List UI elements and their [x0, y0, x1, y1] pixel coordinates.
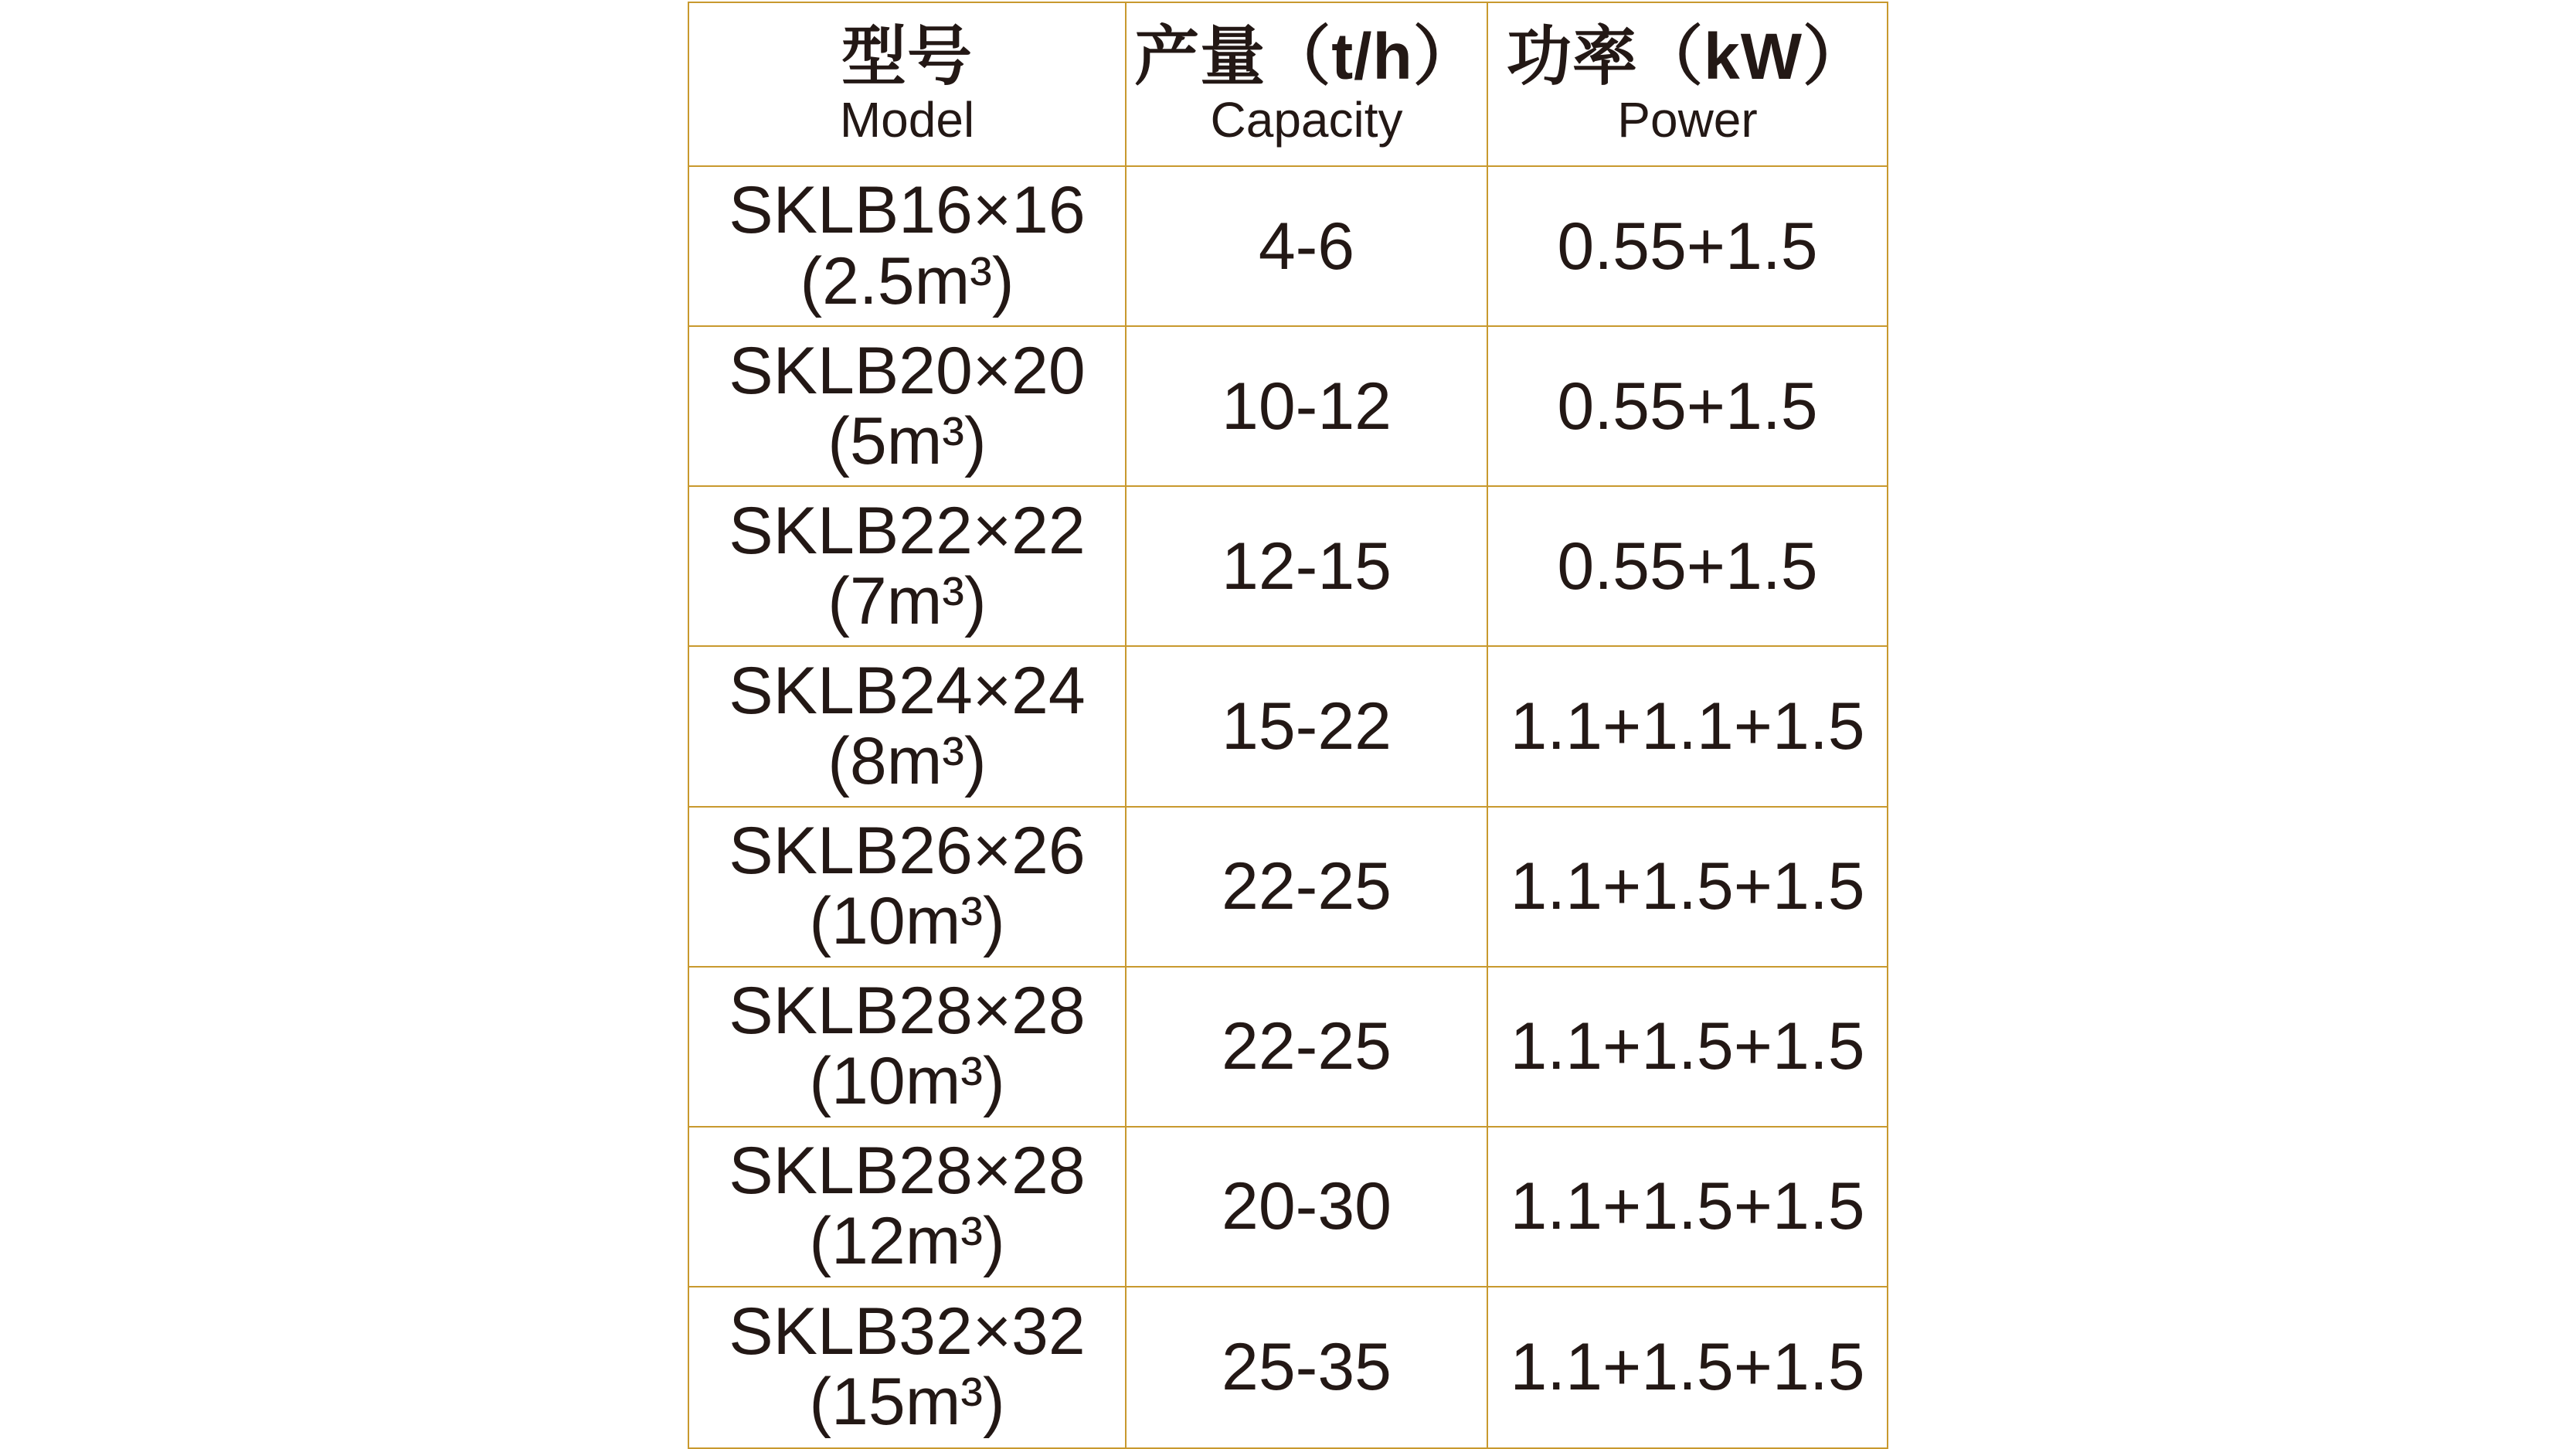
model-volume: (10m³) — [809, 1044, 1005, 1119]
header-power-zh: 功率（kW） — [1506, 20, 1868, 94]
header-model-en: Model — [839, 92, 975, 148]
capacity-value: 20-30 — [1222, 1169, 1392, 1244]
model-name: SKLB22×22 — [729, 493, 1086, 568]
table-row-capacity-cell — [1127, 808, 1488, 968]
table-row-model-cell — [689, 1287, 1127, 1447]
capacity-value: 22-25 — [1222, 1009, 1392, 1084]
model-volume: (2.5m³) — [800, 243, 1014, 318]
power-value: 0.55+1.5 — [1557, 209, 1818, 284]
capacity-value: 25-35 — [1222, 1330, 1392, 1405]
model-name: SKLB26×26 — [729, 813, 1086, 888]
table-row-capacity-cell — [1127, 647, 1488, 807]
capacity-value: 12-15 — [1222, 529, 1392, 604]
header-capacity-en: Capacity — [1210, 92, 1403, 148]
model-name: SKLB16×16 — [729, 173, 1086, 248]
header-cell-model — [689, 3, 1127, 167]
header-cell-capacity — [1127, 3, 1488, 167]
table-row-model-cell — [689, 968, 1127, 1128]
power-value: 1.1+1.5+1.5 — [1510, 1169, 1865, 1244]
power-value: 1.1+1.5+1.5 — [1510, 849, 1865, 924]
model-volume: (12m³) — [809, 1204, 1005, 1279]
model-name: SKLB28×28 — [729, 1134, 1086, 1209]
model-volume: (10m³) — [809, 884, 1005, 959]
model-name: SKLB28×28 — [729, 974, 1086, 1049]
power-value: 1.1+1.5+1.5 — [1510, 1330, 1865, 1405]
header-cell-power — [1488, 3, 1887, 167]
table-row-power-cell — [1488, 1287, 1887, 1447]
capacity-value: 15-22 — [1222, 689, 1392, 764]
header-capacity-zh: 产量（t/h） — [1134, 20, 1479, 94]
table-row-capacity-cell — [1127, 1128, 1488, 1287]
table-row-model-cell — [689, 327, 1127, 487]
table-row-power-cell — [1488, 1128, 1887, 1287]
table-row-capacity-cell — [1127, 327, 1488, 487]
table-row-power-cell — [1488, 808, 1887, 968]
table-row-capacity-cell — [1127, 167, 1488, 327]
table-row-model-cell — [689, 808, 1127, 968]
table-row-power-cell — [1488, 487, 1887, 647]
model-volume: (5m³) — [828, 403, 987, 478]
power-value: 1.1+1.5+1.5 — [1510, 1009, 1865, 1084]
capacity-value: 4-6 — [1258, 209, 1355, 284]
table-row-capacity-cell — [1127, 487, 1488, 647]
power-value: 0.55+1.5 — [1557, 529, 1818, 604]
table-row-model-cell — [689, 1128, 1127, 1287]
model-volume: (7m³) — [828, 563, 987, 638]
header-power-en: Power — [1617, 92, 1758, 148]
power-value: 0.55+1.5 — [1557, 369, 1818, 444]
table-row-power-cell — [1488, 968, 1887, 1128]
model-volume: (15m³) — [809, 1365, 1005, 1440]
model-name: SKLB20×20 — [729, 333, 1086, 408]
table-row-power-cell — [1488, 647, 1887, 807]
model-name: SKLB32×32 — [729, 1294, 1086, 1369]
table-row-model-cell — [689, 167, 1127, 327]
spec-table — [688, 2, 1888, 1449]
capacity-value: 10-12 — [1222, 369, 1392, 444]
capacity-value: 22-25 — [1222, 849, 1392, 924]
model-name: SKLB24×24 — [729, 653, 1086, 728]
table-row-power-cell — [1488, 167, 1887, 327]
power-value: 1.1+1.1+1.5 — [1510, 689, 1865, 764]
table-row-power-cell — [1488, 327, 1887, 487]
table-row-capacity-cell — [1127, 1287, 1488, 1447]
header-model-zh: 型号 — [841, 20, 973, 94]
table-row-model-cell — [689, 647, 1127, 807]
table-row-model-cell — [689, 487, 1127, 647]
model-volume: (8m³) — [828, 723, 987, 798]
table-row-capacity-cell — [1127, 968, 1488, 1128]
